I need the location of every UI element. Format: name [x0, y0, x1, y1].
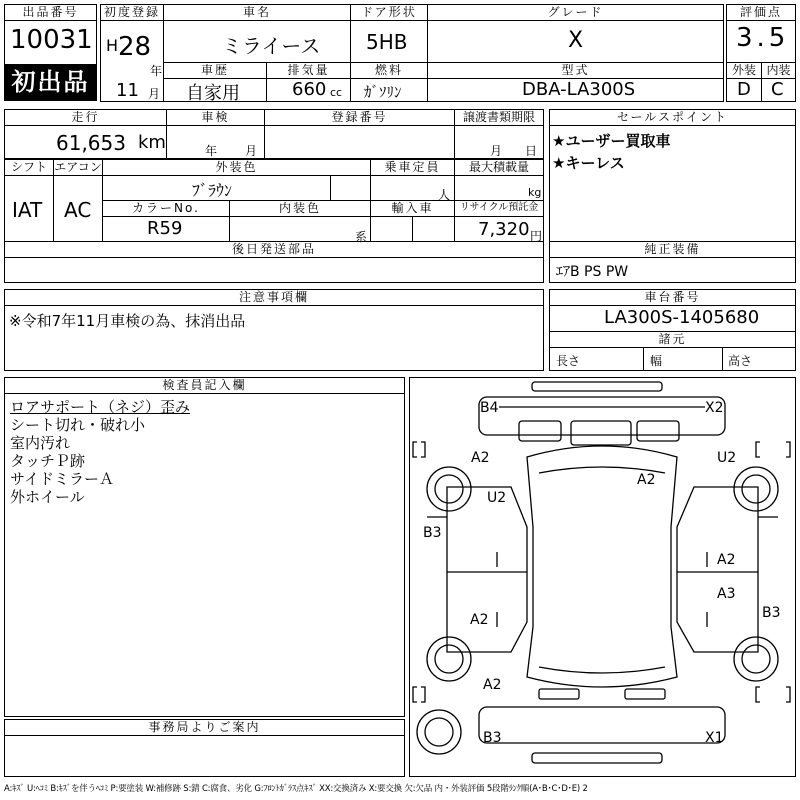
later-parts-cell	[4, 257, 544, 283]
insp-year-unit: 年	[205, 144, 218, 158]
first-listing-badge: 初出品	[5, 64, 96, 100]
model: DBA-LA300S	[522, 79, 636, 100]
import-label: 輸入車	[370, 200, 455, 217]
ext-color-extra	[330, 175, 371, 201]
import-cell-b	[412, 216, 455, 242]
equipment: ｴｱB PS PW	[556, 264, 629, 280]
chassis-label: 車台番号	[549, 289, 796, 306]
reg-no-cell	[264, 125, 455, 159]
damage-U2-left: U2	[487, 490, 507, 506]
int-grade: C	[771, 79, 784, 100]
import-cell-a	[370, 216, 413, 242]
score-label: 評価点	[726, 4, 796, 21]
sales-point-1: ★ユーザー買取車	[552, 132, 671, 150]
reg-year-unit: 年	[150, 64, 163, 78]
damage-U2-right: U2	[717, 450, 737, 466]
inspection-label: 車検	[166, 109, 265, 126]
cc-unit: cc	[330, 86, 343, 99]
reg-month-unit: 月	[148, 87, 161, 101]
color-no: R59	[147, 218, 183, 239]
inspector-line-5: サイドミラーＡ	[10, 470, 114, 488]
inspector-line-4: タッチＰ跡	[10, 452, 86, 470]
dims-length: 長さ	[556, 354, 581, 368]
ac-label: エアコン	[54, 160, 102, 174]
displacement-label: 排気量	[266, 62, 351, 79]
chassis-number: LA300S-1405680	[604, 307, 760, 328]
kg-unit: kg	[528, 186, 542, 199]
reg-no-label: 登録番号	[264, 109, 455, 126]
recycle-amount: 7,320	[478, 219, 530, 240]
grade-label: グレード	[427, 4, 724, 21]
grade: X	[568, 28, 584, 53]
equip-label: 純正装備	[549, 241, 796, 258]
damage-B3-left: B3	[423, 525, 442, 541]
damage-A2-rear: A2	[483, 677, 502, 693]
mileage-label: 走行	[4, 109, 167, 126]
era: H	[106, 36, 119, 55]
later-parts-label: 後日発送部品	[4, 241, 544, 258]
transfer-day: 日	[525, 144, 538, 158]
model-label: 型式	[427, 62, 724, 79]
damage-B3-right: B3	[762, 605, 781, 621]
sales-label: セールスポイント	[549, 109, 796, 126]
legend: A:ｷｽﾞ U:ﾍｺﾐ B:ｷｽﾞを伴うﾍｺﾐ P:要塗装 W:補修跡 S:錆 C:腐食、劣化 G:ﾌﾛﾝﾄｶﾞﾗｽ点ｷｽﾞ XX:交換済み X:要交換 欠:欠品 内・外装評価 5段階ﾗﾝｸ順(A･B･C･D･E) 2	[4, 784, 588, 794]
reg-year: 28	[118, 32, 152, 62]
history: 自家用	[186, 83, 240, 104]
load-label: 最大積載量	[454, 159, 544, 176]
damage-X2: X2	[705, 400, 724, 416]
door-type: 5HB	[366, 30, 408, 54]
first-reg-label: 初度登録	[100, 4, 164, 21]
inspector-line-3: 室内汚れ	[10, 434, 71, 452]
reg-month: 11	[116, 80, 139, 101]
car-name: ミライース	[222, 34, 321, 58]
dims-label: 諸元	[549, 331, 796, 348]
ext-color-label: 外装色	[102, 159, 371, 176]
office-cell	[4, 735, 405, 777]
inspector-line-1: ロアサポート（ネジ）歪み	[10, 398, 191, 416]
car-diagram	[409, 377, 796, 777]
ext-grade: D	[737, 79, 751, 100]
shift: IAT	[12, 198, 43, 222]
caution-label: 注意事項欄	[4, 289, 544, 306]
ext-label: 外装	[726, 62, 762, 79]
damage-A2-left-front: A2	[471, 450, 490, 466]
sales-point-2: ★キーレス	[552, 154, 625, 172]
int-label: 内装	[761, 62, 796, 79]
person-unit: 人	[438, 188, 451, 202]
lot-label: 出品番号	[4, 4, 97, 21]
displacement: 660	[292, 79, 327, 100]
caution-text: ※令和7年11月車検の為、抹消出品	[9, 312, 246, 330]
transfer-month: 月	[490, 144, 503, 158]
yen-unit: 円	[530, 229, 543, 243]
recycle-label: リサイクル預託金	[454, 200, 544, 217]
fuel-label: 燃料	[350, 62, 428, 79]
damage-B3-rear: B3	[483, 730, 502, 746]
car-name-label: 車名	[163, 4, 351, 21]
damage-B4: B4	[480, 400, 499, 416]
damage-A2-right-door: A2	[717, 552, 736, 568]
door-label: ドア形状	[350, 4, 428, 21]
inspector-label: 検査員記入欄	[4, 377, 405, 394]
insp-month-unit: 月	[245, 144, 258, 158]
int-color-cell	[229, 216, 371, 242]
damage-A2-left-rear: A2	[470, 612, 489, 628]
dims-width: 幅	[650, 354, 663, 368]
inspector-line-2: シート切れ・破れ小	[10, 416, 146, 434]
ac: AC	[64, 198, 92, 222]
dims-height: 高さ	[728, 354, 753, 368]
damage-X1: X1	[705, 730, 724, 746]
capacity-label: 乗車定員	[370, 159, 455, 176]
inspector-line-6: 外ホイール	[10, 488, 85, 506]
kei-unit: 系	[355, 230, 368, 244]
score: 3.5	[736, 23, 790, 53]
mileage: 61,653	[56, 131, 126, 155]
int-color-label: 内装色	[229, 200, 371, 217]
km-unit: km	[138, 132, 166, 153]
damage-A2-hood: A2	[637, 472, 656, 488]
transfer-label: 譲渡書類期限	[454, 109, 544, 126]
ext-color: ﾌﾞﾗｳﾝ	[192, 181, 233, 200]
office-label: 事務局よりご案内	[4, 719, 405, 736]
shift-label: シフト	[4, 159, 54, 176]
lot-number: 10031	[10, 25, 93, 55]
history-label: 車歴	[163, 62, 267, 79]
damage-A3: A3	[717, 586, 736, 602]
fuel: ｶﾞｿﾘﾝ	[364, 83, 402, 101]
color-no-label: カラーNo.	[102, 200, 230, 217]
